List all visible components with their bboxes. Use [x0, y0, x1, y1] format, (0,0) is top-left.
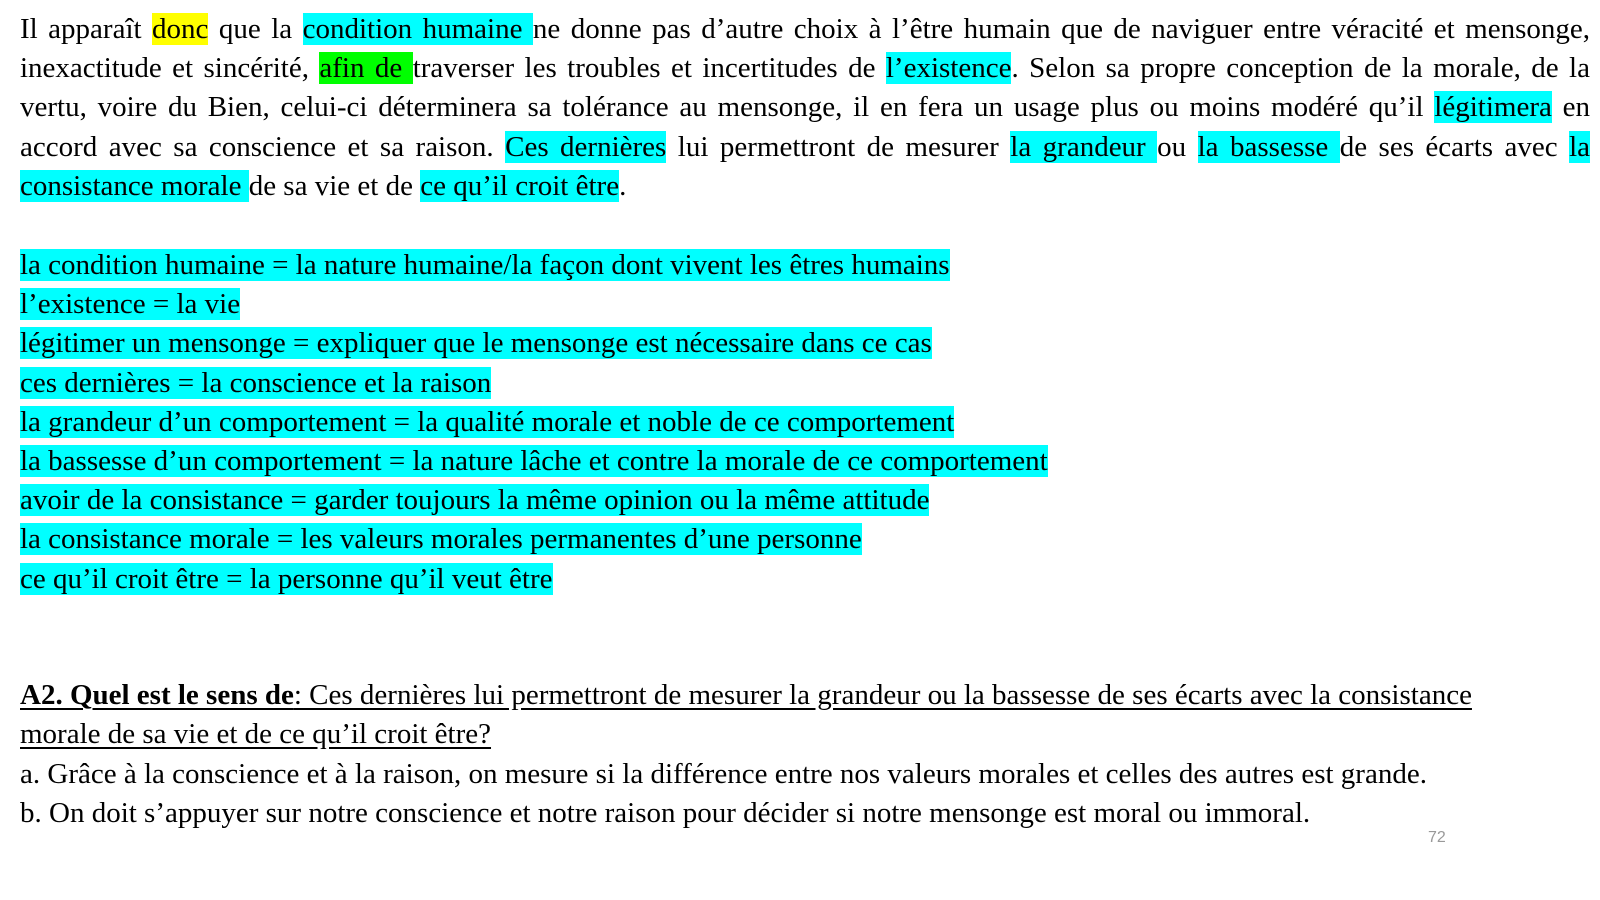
- glossary-item: la condition humaine = la nature humaine/la façon dont vivent les êtres humains: [20, 249, 950, 281]
- highlight-la-grandeur: la grandeur: [1010, 130, 1158, 163]
- glossary-item: légitimer un mensonge = expliquer que le mensonge est nécessaire dans ce cas: [20, 327, 932, 360]
- paragraph-text: .: [619, 169, 627, 202]
- highlight-consistance-morale: la consistance morale: [20, 130, 1591, 202]
- paragraph-text: que la: [208, 13, 303, 45]
- glossary-item: ces dernières = la conscience et la raison: [20, 366, 492, 399]
- highlight-afin-de: afin de: [319, 52, 413, 85]
- glossary-item: la grandeur d’un comportement = la qualité morale et noble de ce comportement: [20, 405, 955, 438]
- glossary-item: avoir de la consistance = garder toujours la même opinion ou la même attitude: [20, 484, 930, 517]
- highlight-legitimera: légitimera: [1434, 91, 1552, 124]
- highlight-ce-quil-croit-etre: ce qu’il croit être: [420, 169, 620, 202]
- glossary-item: ce qu’il croit être = la personne qu’il veut être: [20, 562, 553, 595]
- paragraph-text: Il apparaît: [20, 13, 153, 45]
- paragraph-text: traverser les troubles et incertitudes de: [412, 52, 886, 85]
- page-number: 72: [1428, 829, 1446, 846]
- paragraph-text: de ses écarts avec: [1339, 130, 1570, 163]
- question-text: : Ces dernières lui permettront de mesurer la grandeur ou la bassesse de ses écarts avec la consistance morale de sa vie et de ce qu’il croit être?: [20, 679, 1472, 751]
- paragraph-text: ne donne pas d’autre choix à l’être humain que de naviguer entre véracité et mensonge, inexactitude et sincérité,: [20, 13, 1591, 85]
- glossary-list: [20, 246, 1048, 599]
- paragraph-text: ou: [1157, 130, 1198, 163]
- glossary-item: la consistance morale = les valeurs morales permanentes d’une personne: [20, 523, 862, 556]
- paragraph-text: . Selon sa propre conception de la morale, de la vertu, voire du Bien, celui-ci déterminera sa tolérance au mensonge, il en fera un usage plus ou moins modéré qu’il: [20, 52, 1590, 124]
- paragraph-text: en accord avec sa conscience et sa raison.: [20, 91, 1590, 163]
- paragraph-text: lui permettront de mesurer: [666, 130, 1011, 163]
- highlight-existence: l’existence: [885, 52, 1012, 85]
- highlight-ces-dernieres: Ces dernières: [505, 130, 667, 163]
- question-a2: [20, 676, 1540, 754]
- glossary-item: l’existence = la vie: [20, 288, 241, 321]
- answer-options: [20, 755, 1540, 833]
- glossary-item: la bassesse d’un comportement = la nature lâche et contre la morale de ce comportement: [20, 444, 1048, 477]
- answer-a: a. Grâce à la conscience et à la raison, on mesure si la différence entre nos valeurs morales et celles des autres est grande.: [20, 758, 1427, 790]
- paragraph-text: de sa vie et de: [248, 169, 421, 202]
- highlight-donc: donc: [152, 13, 209, 45]
- answer-b: b. On doit s’appuyer sur notre conscience et notre raison pour décider si notre mensonge est moral ou immoral.: [20, 797, 1311, 830]
- highlight-condition-humaine: condition humaine: [302, 13, 533, 45]
- main-paragraph: [20, 10, 1590, 206]
- highlight-la-bassesse: la bassesse: [1197, 130, 1340, 163]
- question-label: A2. Quel est le sens de: Ces dernières lui permettront de mesurer la grandeur ou la bassesse de ses écarts avec la consistance morale de sa vie et de ce qu’il croit être?: [20, 679, 1472, 751]
